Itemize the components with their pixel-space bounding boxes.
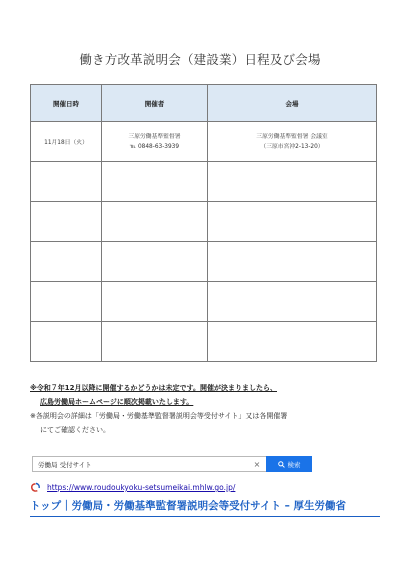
venue-name: 三原労働基準監督署 会議室 — [256, 133, 328, 140]
clear-icon[interactable]: × — [253, 459, 261, 469]
search-query: 労働局 受付サイト — [38, 460, 92, 469]
search-button[interactable] — [266, 456, 312, 472]
search-bar — [32, 456, 312, 472]
col-header-date: 開催日時 — [31, 85, 102, 122]
table-row-empty — [31, 282, 377, 322]
table-row-empty — [31, 242, 377, 282]
notes — [30, 381, 380, 437]
result-heading-link[interactable]: トップ｜労働局・労働基準監督署説明会等受付サイト – 厚生労働省 — [30, 498, 380, 517]
col-header-organizer: 開催者 — [102, 85, 208, 122]
organizer-name: 三原労働基準監督署 — [128, 133, 181, 140]
search-icon — [278, 461, 285, 468]
table-header-row — [31, 85, 377, 122]
note-undecided-line1: ※令和７年12月以降に開催するかどうかは未定です。開催が決まりましたら、 — [30, 384, 277, 392]
search-input[interactable] — [32, 456, 266, 472]
table-row-empty — [31, 322, 377, 362]
venue-address: （三原市宮沖2-13-20） — [260, 143, 324, 150]
note-details-line2: にてご確認ください。 — [40, 426, 110, 434]
page-title: 働き方改革説明会（建設業）日程及び会場 — [79, 52, 321, 67]
schedule-table — [30, 84, 377, 362]
result-url-link[interactable]: https://www.roudoukyoku-setsumeikai.mhlw.go.jp/ — [47, 483, 236, 492]
table-row — [31, 122, 377, 162]
cell-venue — [208, 122, 377, 162]
result-url-row — [30, 482, 235, 493]
note-details-line1: ※各説明会の詳細は「労働局・労働基準監督署説明会等受付サイト」又は各開催署 — [30, 412, 288, 420]
search-button-label: 検索 — [287, 460, 301, 469]
table-row-empty — [31, 162, 377, 202]
cell-organizer — [102, 122, 208, 162]
col-header-venue: 会場 — [208, 85, 377, 122]
organizer-phone: ℡ 0848-63-3939 — [129, 143, 180, 150]
note-undecided-line2: 広島労働局ホームページに順次掲載いたします。 — [40, 398, 194, 406]
cell-date: 11月18日（火） — [31, 122, 102, 162]
table-row-empty — [31, 202, 377, 242]
mhlw-logo-icon — [30, 482, 41, 493]
